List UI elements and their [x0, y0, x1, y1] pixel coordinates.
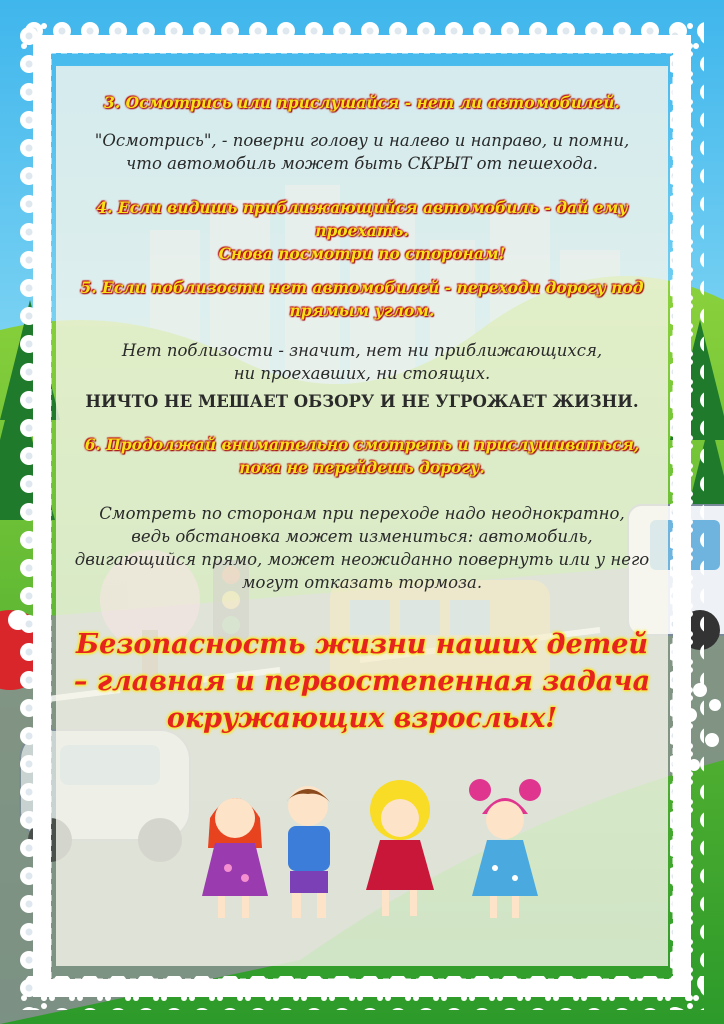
- heading-line: 3. Осмотрись или прислушайся - нет ли автомобилей.: [104, 93, 620, 112]
- safety-slogan: [56, 626, 668, 737]
- text-line: двигающийся прямо, может неожиданно повернуть или у него: [74, 550, 650, 569]
- rule-5-caps-text: [56, 390, 668, 413]
- text-line: Смотреть по сторонам при переходе надо неоднократно,: [99, 504, 625, 523]
- rule-5-text: [56, 339, 668, 385]
- children-illustration: [190, 778, 560, 928]
- girl-yellow-hair-icon: [366, 780, 434, 916]
- slogan-line: – главная и первостепенная задача: [73, 666, 651, 697]
- heading-line: прямым углом.: [289, 301, 435, 320]
- heading-line: 4. Если видишь приближающийся автомобиль - дай ему проехать.: [96, 198, 628, 240]
- rule-3-text: [56, 129, 668, 175]
- heading-line: 5. Если поблизости нет автомобилей - переходи дорогу под: [80, 278, 644, 297]
- slogan-line: Безопасность жизни наших детей: [76, 629, 648, 660]
- text-line: ведь обстановка может измениться: автомобиль,: [131, 527, 593, 546]
- heading-line: 6. Продолжай внимательно смотреть и прислушиваться,: [84, 435, 640, 454]
- rule-6-heading: [56, 433, 668, 479]
- boy-icon: [286, 786, 330, 918]
- text-line: могут отказать тормоза.: [241, 573, 483, 592]
- text-line: "Осмотрись", - поверни голову и налево и направо, и помни,: [94, 131, 630, 150]
- heading-line: пока не перейдешь дорогу.: [239, 458, 485, 477]
- rule-4-heading: [56, 196, 668, 265]
- rule-6-text: [56, 502, 668, 594]
- heading-line: Снова посмотри по сторонам!: [218, 244, 506, 263]
- slogan-line: окружающих взрослых!: [166, 703, 558, 734]
- rule-3-heading: [56, 91, 668, 114]
- text-line: НИЧТО НЕ МЕШАЕТ ОБЗОРУ И НЕ УГРОЖАЕТ ЖИЗНИ.: [85, 392, 639, 411]
- text-line: Нет поблизости - значит, нет ни приближающихся,: [121, 341, 603, 360]
- girl-pink-hair-icon: [469, 779, 541, 918]
- girl-red-hair-icon: [202, 798, 268, 918]
- text-line: ни проехавших, ни стоящих.: [233, 364, 491, 383]
- rule-5-heading: [56, 276, 668, 322]
- text-line: что автомобиль может быть СКРЫТ от пешехода.: [126, 154, 598, 173]
